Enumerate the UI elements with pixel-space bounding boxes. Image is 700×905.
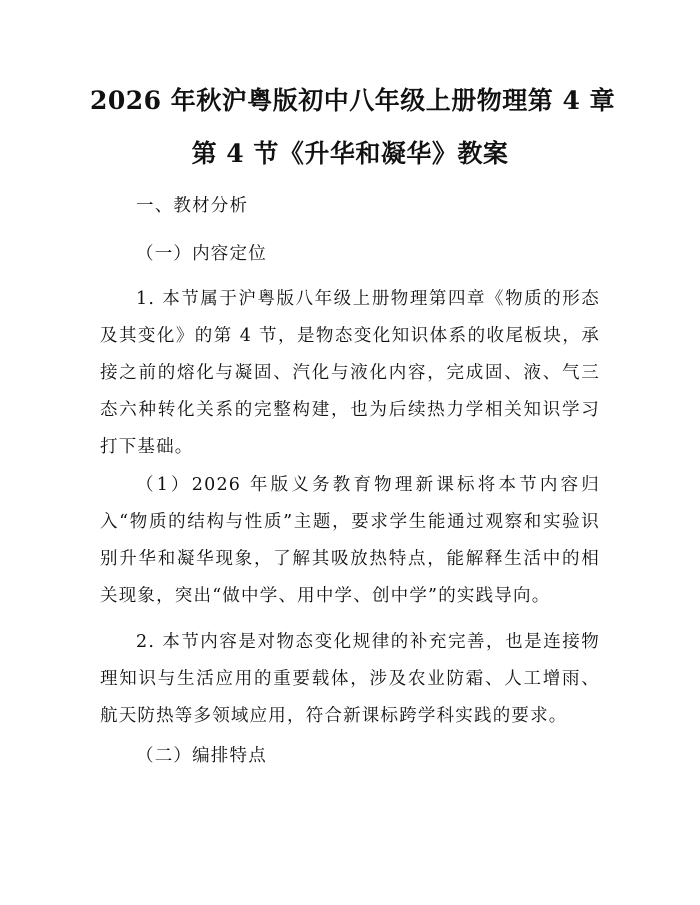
document-title-line-2: 第 4 节《升华和凝华》教案 [191,139,509,168]
subsection-heading-content-positioning: （一）内容定位 [136,244,267,264]
paragraph-2: （1）2026 年版义务教育物理新课标将本节内容归入“物质的结构与性质”主题，要求学生能通过观察和实验识别升华和凝华现象，了解其吸放热特点，能解释生活中的相关现象，突出“做中学、用中学、创中学”的实践导向。 [100,475,600,606]
paragraph-3: 2. 本节内容是对物态变化规律的补充完善，也是连接物理知识与生活应用的重要载体，涉及农业防霜、人工增雨、航天防热等多领域应用，符合新课标跨学科实践的要求。 [100,632,600,726]
subsection-heading-arrangement-features: （二）编排特点 [136,746,267,766]
paragraph-1: 1. 本节属于沪粤版八年级上册物理第四章《物质的形态及其变化》的第 4 节，是物态变化知识体系的收尾板块，承接之前的熔化与凝固、汽化与液化内容，完成固、液、气三态六种转化关系的完整构建，也为后续热力学相关知识学习打下基础。 [100,289,600,457]
section-heading-textbook-analysis: 一、教材分析 [136,196,249,216]
document-title-line-1: 2026 年秋沪粤版初中八年级上册物理第 4 章 [90,86,616,115]
